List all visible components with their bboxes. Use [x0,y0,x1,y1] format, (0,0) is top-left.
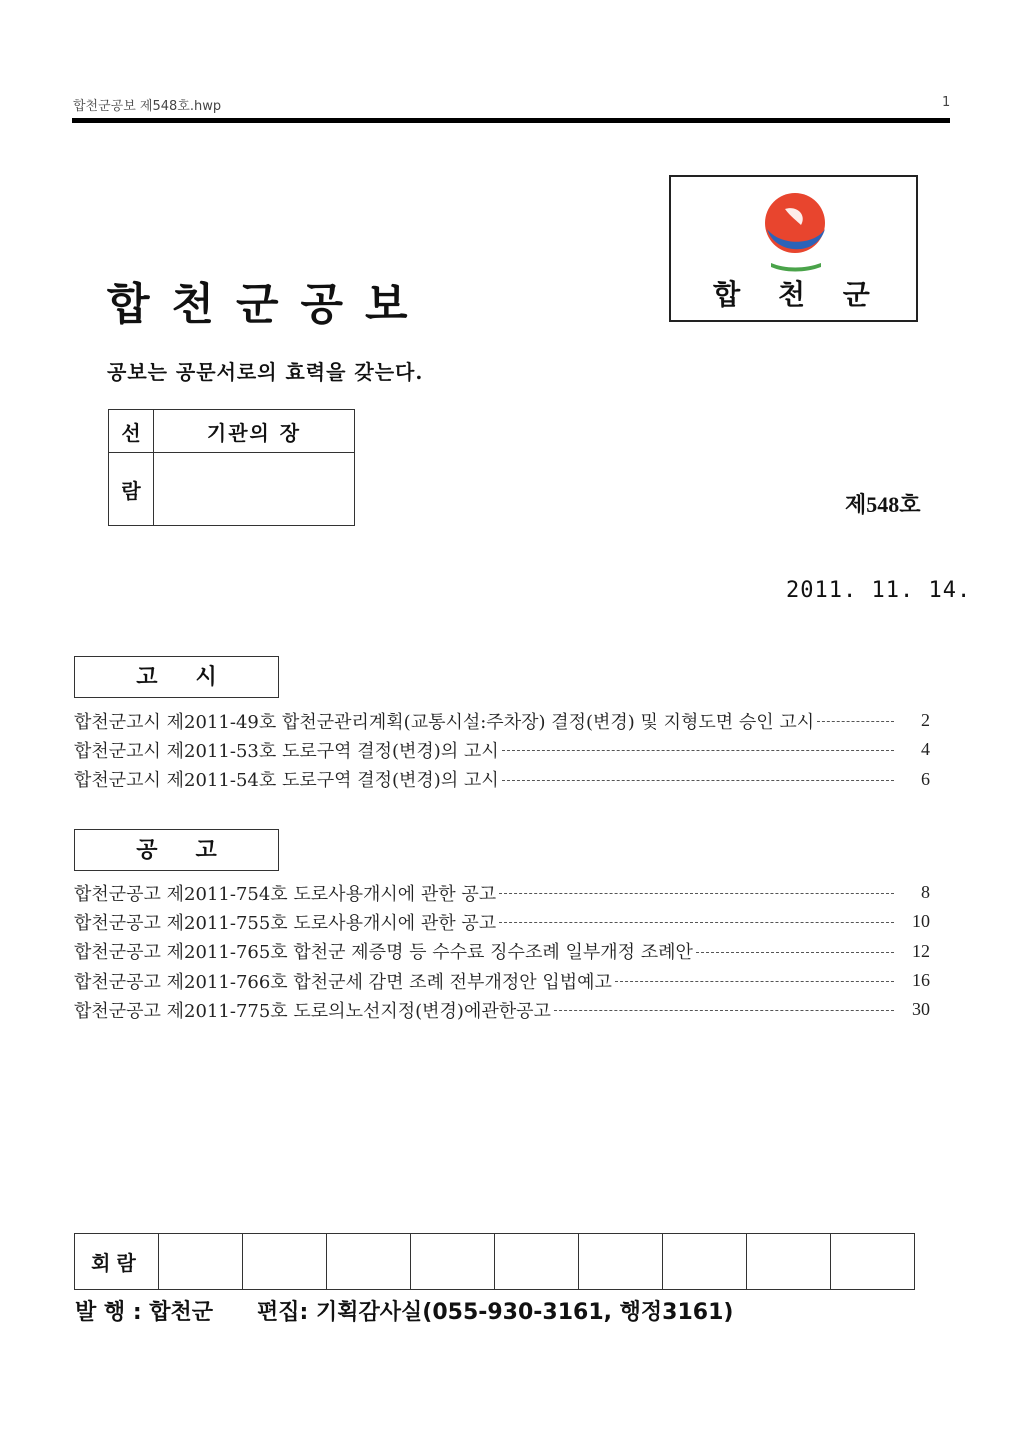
circulation-header: 기관의 장 [154,410,355,453]
toc-entry [74,995,930,1024]
toc-entry-page: 12 [912,940,930,961]
toc-leader [615,981,894,982]
toc-notices [74,706,930,794]
publisher-text: 발 행 : 합천군 [75,1300,214,1325]
toc-entry-title: 합천군고시 제2011-54호 도로구역 결정(변경)의 고시 [74,770,499,792]
routing-label: 회람 [75,1234,159,1290]
county-emblem-icon [755,191,835,275]
toc-entry-title: 합천군공고 제2011-766호 합천군세 감면 조례 전부개정안 입법예고 [74,971,612,993]
section-heading-notices: 고시 [74,656,279,698]
toc-entry [74,706,930,735]
routing-cell [243,1234,327,1290]
toc-entry-page: 10 [912,911,930,932]
toc-entry-title: 합천군공고 제2011-754호 도로사용개시에 관한 공고 [74,883,497,905]
circulation-box [108,409,355,526]
toc-entry-title: 합천군공고 제2011-775호 도로의노선지정(변경)에관한공고 [74,1000,551,1022]
file-name: 합천군공보 제548호.hwp [73,99,222,114]
routing-cell [495,1234,579,1290]
toc-leader [696,952,894,953]
toc-entry-page: 6 [921,768,930,789]
header-rule [72,118,950,123]
routing-cell [831,1234,915,1290]
toc-entry [74,907,930,936]
routing-cell [579,1234,663,1290]
routing-cell [747,1234,831,1290]
toc-entry-page: 30 [912,999,930,1020]
toc-entry-page: 16 [912,970,930,991]
section-heading-announcements: 공고 [74,829,279,871]
toc-entry-title: 합천군공고 제2011-755호 도로사용개시에 관한 공고 [74,912,497,934]
toc-entry [74,966,930,995]
gazette-subtitle: 공보는 공문서로의 효력을 갖는다. [107,360,424,384]
toc-leader [502,780,894,781]
page-number: 1 [942,95,951,110]
toc-announcements [74,878,930,1024]
signature-cell [154,453,355,526]
toc-entry-title: 합천군고시 제2011-53호 도로구역 결정(변경)의 고시 [74,740,499,762]
toc-leader [499,922,894,923]
issue-number: 제548호 [845,492,921,517]
toc-leader [817,721,894,722]
toc-entry [74,937,930,966]
editor-text: 편집: 기획감사실(055-930-3161, 행정3161) [257,1300,734,1325]
footer-imprint [75,1295,733,1326]
routing-box [74,1233,915,1290]
toc-leader [554,1010,894,1011]
toc-entry [74,765,930,794]
toc-entry-page: 8 [921,882,930,903]
toc-entry-title: 합천군공고 제2011-765호 합천군 제증명 등 수수료 징수조례 일부개정 조례안 [74,942,693,964]
toc-entry [74,735,930,764]
circulation-side-bottom: 람 [109,453,154,526]
routing-cell [663,1234,747,1290]
toc-leader [499,893,894,894]
logo-text: 합 천 군 [713,278,884,311]
toc-leader [502,750,894,751]
toc-entry [74,878,930,907]
circulation-side-top: 선 [109,410,154,453]
toc-entry-title: 합천군고시 제2011-49호 합천군관리계획(교통시설:주차장) 결정(변경) 및 지형도면 승인 고시 [74,711,815,733]
toc-entry-page: 2 [921,710,930,731]
toc-entry-page: 4 [921,739,930,760]
gazette-title: 합천군공보 [107,279,430,330]
routing-cell [327,1234,411,1290]
issue-date: 2011. 11. 14. [786,578,972,603]
routing-cell [411,1234,495,1290]
county-logo-box [669,175,918,322]
routing-cell [159,1234,243,1290]
